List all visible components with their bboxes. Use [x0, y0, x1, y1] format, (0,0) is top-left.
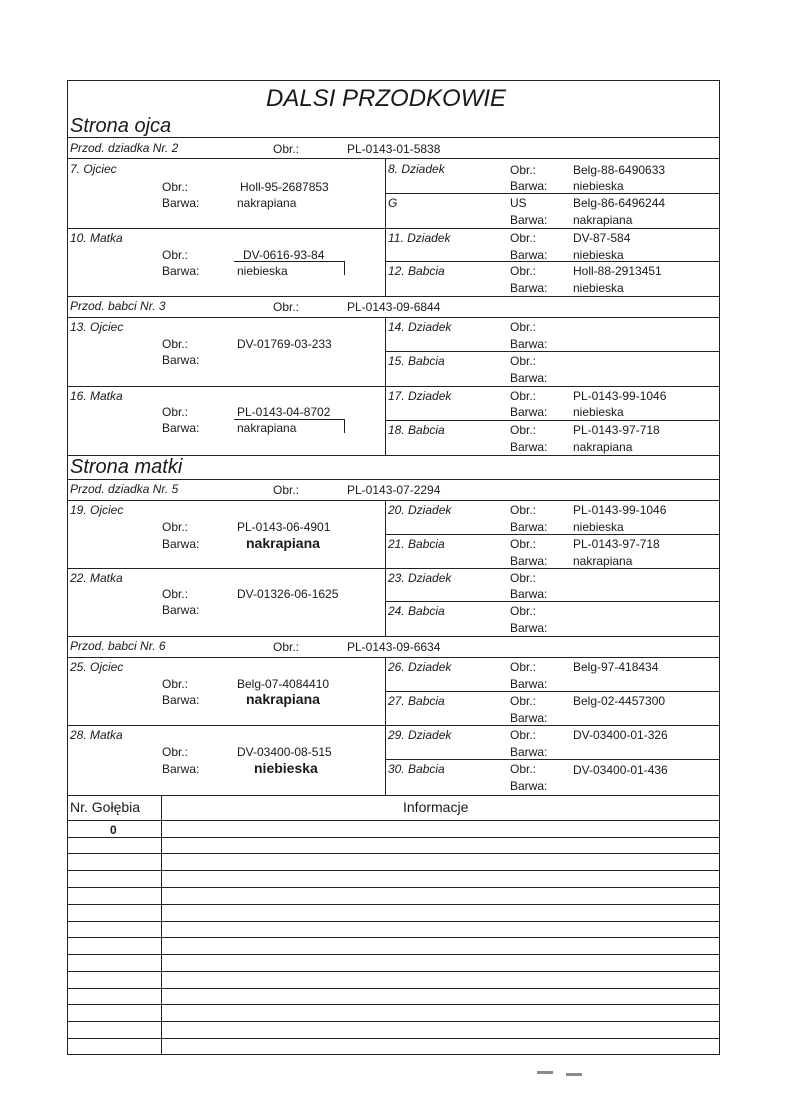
barwa-label: Barwa:	[162, 264, 200, 278]
obr-label: Obr.:	[510, 320, 537, 334]
ancestor-obr: DV-87-584	[573, 231, 631, 245]
obr-label: Obr.:	[510, 264, 537, 278]
page-title: DALSI PRZODKOWIE	[266, 85, 507, 112]
ancestor-label: 27. Babcia	[388, 694, 445, 708]
ancestor-barwa: niebieska	[573, 248, 624, 262]
rule	[67, 228, 720, 229]
ancestor-label: 29. Dziadek	[388, 728, 452, 742]
ojciec-label: 25. Ojciec	[70, 660, 124, 674]
obr-label: Obr.:	[510, 571, 537, 585]
rule	[67, 795, 720, 796]
grandmother-section-label: Przod. babci Nr. 3	[70, 299, 166, 313]
ancestor-label: 24. Babcia	[388, 604, 445, 618]
ancestor-label: 12. Babcia	[388, 264, 445, 278]
barwa-label: Barwa:	[510, 711, 548, 725]
ojciec-label: 19. Ojciec	[70, 503, 124, 517]
grandmother-obr: PL-0143-09-6844	[347, 300, 441, 314]
rule	[67, 837, 720, 838]
ancestor-label: 14. Dziadek	[388, 320, 452, 334]
ancestor-obr: Belg-97-418434	[573, 660, 659, 674]
barwa-label: Barwa:	[162, 693, 200, 707]
matka-label: 10. Matka	[70, 231, 123, 245]
ojciec-label: 7. Ojciec	[70, 162, 117, 176]
pigeon-number-header: Nr. Gołębia	[70, 799, 141, 815]
barwa-label: Barwa:	[162, 196, 200, 210]
obr-label: Obr.:	[510, 231, 537, 245]
rule	[67, 296, 720, 297]
rule	[385, 601, 720, 602]
obr-label: Obr.:	[510, 389, 537, 403]
barwa-label: Barwa:	[510, 281, 548, 295]
grandmother-section-label: Przod. babci Nr. 6	[70, 639, 166, 653]
rule	[67, 1004, 720, 1005]
ojciec-barwa: nakrapiana	[246, 691, 320, 707]
rule	[67, 137, 720, 138]
barwa-label: Barwa:	[162, 603, 200, 617]
obr-label: Obr.:	[162, 677, 189, 691]
barwa-label: Barwa:	[510, 337, 548, 351]
barwa-label: Barwa:	[510, 405, 548, 419]
obr-label: Obr.:	[162, 180, 189, 194]
ancestor-label: 26. Dziadek	[388, 660, 452, 674]
ojciec-barwa: nakrapiana	[246, 535, 320, 551]
barwa-label: Barwa:	[162, 421, 200, 435]
grandfather-section-label: Przod. dziadka Nr. 5	[70, 482, 179, 496]
obr-label: Obr.:	[510, 762, 537, 776]
barwa-label: Barwa:	[510, 248, 548, 262]
rule	[385, 158, 386, 228]
ancestor-obr: DV-03400-01-436	[573, 763, 668, 777]
ancestor-obr: PL-0143-97-718	[573, 537, 660, 551]
rule	[385, 759, 720, 760]
matka-obr: DV-03400-08-515	[237, 745, 332, 759]
ancestor-obr: Belg-88-6490633	[573, 163, 666, 177]
ojciec-obr: Belg-07-4084410	[237, 677, 330, 691]
rule	[67, 971, 720, 972]
obr-label: Obr.:	[510, 604, 537, 618]
ancestor-barwa: niebieska	[573, 405, 624, 419]
rule	[67, 921, 720, 922]
rule	[67, 500, 720, 501]
matka-obr: DV-0616-93-84	[243, 248, 325, 262]
obr-label: Obr.:	[162, 405, 189, 419]
rule	[385, 351, 720, 352]
matka-obr: PL-0143-04-8702	[237, 405, 331, 419]
rule	[67, 954, 720, 955]
obr-label: Obr.:	[510, 728, 537, 742]
obr-label: Obr.:	[510, 537, 537, 551]
rule	[67, 636, 720, 637]
ancestor-label: 18. Babcia	[388, 423, 445, 437]
rule	[385, 500, 386, 568]
barwa-label: Barwa:	[510, 371, 548, 385]
matka-obr: DV-01326-06-1625	[237, 587, 339, 601]
grandmother-obr: PL-0143-09-6634	[347, 640, 441, 654]
obr-label: Obr.:	[273, 640, 300, 654]
ojciec-obr: PL-0143-06-4901	[237, 520, 331, 534]
ojciec-obr: Holl-95-2687853	[240, 180, 329, 194]
barwa-label: Barwa:	[510, 440, 548, 454]
scan-mark	[566, 1073, 582, 1076]
ojciec-barwa: nakrapiana	[237, 196, 297, 210]
rule	[234, 261, 344, 262]
mother-side-heading: Strona matki	[70, 456, 183, 478]
ojciec-obr: DV-01769-03-233	[237, 337, 332, 351]
rule	[67, 904, 720, 905]
barwa-label: Barwa:	[510, 179, 548, 193]
obr-label: Obr.:	[510, 660, 537, 674]
obr-label-us: US	[510, 196, 527, 210]
rule	[385, 568, 386, 636]
rule	[385, 386, 386, 455]
barwa-label: Barwa:	[510, 779, 548, 793]
ancestor-obr: Holl-88-2913451	[573, 264, 662, 278]
barwa-label: Barwa:	[162, 762, 200, 776]
rule	[67, 158, 720, 159]
obr-label: Obr.:	[273, 142, 300, 156]
matka-barwa: niebieska	[254, 760, 318, 776]
obr-label: Obr.:	[162, 587, 189, 601]
ancestor-label: 21. Babcia	[388, 537, 445, 551]
ancestor-barwa: niebieska	[573, 520, 624, 534]
rule	[385, 691, 720, 692]
father-side-heading: Strona ojca	[70, 115, 172, 137]
rule	[67, 657, 720, 658]
rule	[161, 795, 162, 1055]
rule	[234, 419, 344, 420]
ancestor-label: 15. Babcia	[388, 354, 445, 368]
obr-label: Obr.:	[510, 163, 537, 177]
ancestor-barwa: nakrapiana	[573, 440, 633, 454]
obr-label: Obr.:	[162, 520, 189, 534]
ancestor-obr: PL-0143-97-718	[573, 423, 660, 437]
ancestor-obr: Belg-86-6496244	[573, 196, 666, 210]
obr-label: Obr.:	[273, 483, 300, 497]
ancestor-label: 11. Dziadek	[388, 231, 451, 245]
barwa-label: Barwa:	[510, 621, 548, 635]
rule	[67, 820, 720, 821]
rule	[67, 853, 720, 854]
barwa-label: Barwa:	[510, 677, 548, 691]
barwa-label: Barwa:	[510, 587, 548, 601]
ancestor-label: 30. Babcia	[388, 762, 445, 776]
rule	[385, 228, 386, 296]
rule	[385, 420, 720, 421]
rule	[67, 725, 720, 726]
rule	[67, 568, 720, 569]
matka-label: 28. Matka	[70, 728, 123, 742]
matka-barwa: nakrapiana	[237, 421, 297, 435]
rule	[67, 887, 720, 888]
ancestor-label: 17. Dziadek	[388, 389, 452, 403]
ancestor-barwa: nakrapiana	[573, 213, 633, 227]
barwa-label: Barwa:	[162, 537, 200, 551]
matka-label: 16. Matka	[70, 389, 123, 403]
ancestor-label: 8. Dziadek	[388, 162, 445, 176]
ancestor-obr: PL-0143-99-1046	[573, 389, 667, 403]
rule	[67, 1021, 720, 1022]
scan-mark	[537, 1071, 553, 1074]
ancestor-obr: DV-03400-01-326	[573, 728, 668, 742]
rule	[385, 193, 720, 194]
rule	[344, 419, 345, 433]
rule	[385, 534, 720, 535]
matka-label: 22. Matka	[70, 571, 123, 585]
ancestor-barwa: nakrapiana	[573, 554, 633, 568]
rule	[67, 455, 720, 456]
obr-label: Obr.:	[162, 337, 189, 351]
rule	[67, 386, 720, 387]
grandfather-section-label: Przod. dziadka Nr. 2	[70, 141, 179, 155]
ojciec-label: 13. Ojciec	[70, 320, 124, 334]
information-header: Informacje	[403, 799, 469, 815]
obr-label: Obr.:	[273, 300, 300, 314]
grandfather-obr: PL-0143-01-5838	[347, 142, 441, 156]
obr-label: Obr.:	[510, 423, 537, 437]
rule	[385, 725, 386, 795]
ancestor-obr: Belg-02-4457300	[573, 694, 666, 708]
ancestor-label: 23. Dziadek	[388, 571, 452, 585]
rule	[67, 479, 720, 480]
obr-label: Obr.:	[162, 745, 189, 759]
rule	[67, 317, 720, 318]
barwa-label: Barwa:	[510, 213, 548, 227]
rule	[67, 988, 720, 989]
barwa-label: Barwa:	[510, 745, 548, 759]
obr-label: Obr.:	[510, 503, 537, 517]
ancestor-label: G	[388, 196, 398, 210]
grandfather-obr: PL-0143-07-2294	[347, 483, 441, 497]
rule	[385, 657, 386, 725]
rule	[344, 261, 345, 275]
pigeon-number-value: 0	[110, 823, 117, 837]
ancestor-obr: PL-0143-99-1046	[573, 503, 667, 517]
obr-label: Obr.:	[510, 354, 537, 368]
rule	[385, 261, 720, 262]
matka-barwa: niebieska	[237, 264, 288, 278]
obr-label: Obr.:	[510, 694, 537, 708]
barwa-label: Barwa:	[162, 353, 200, 367]
ancestor-barwa: niebieska	[573, 179, 624, 193]
ancestor-label: 20. Dziadek	[388, 503, 452, 517]
rule	[385, 317, 386, 386]
rule	[67, 870, 720, 871]
rule	[67, 937, 720, 938]
rule	[67, 1038, 720, 1039]
barwa-label: Barwa:	[510, 554, 548, 568]
obr-label: Obr.:	[162, 248, 189, 262]
barwa-label: Barwa:	[510, 520, 548, 534]
ancestor-barwa: niebieska	[573, 281, 624, 295]
